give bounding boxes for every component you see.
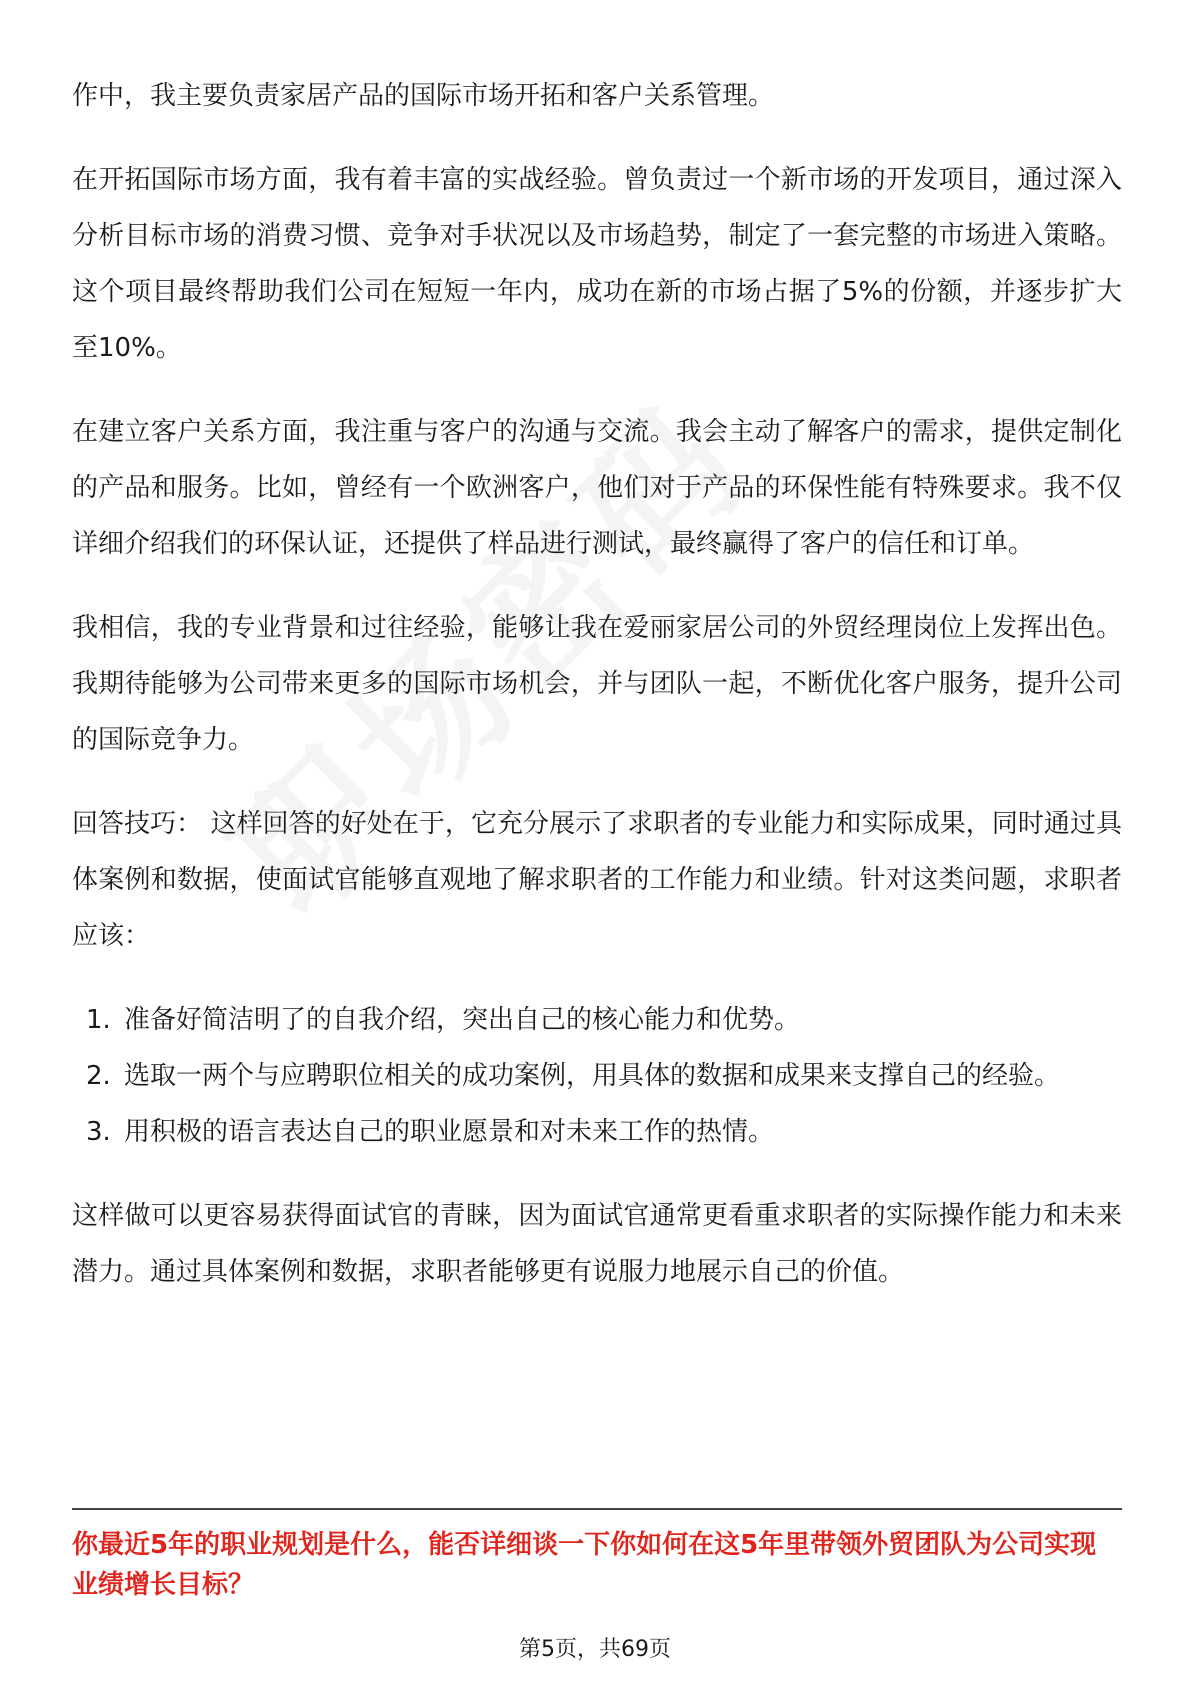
tips-list-item [72,992,1122,1048]
tips-list [72,992,1122,1160]
page-content [72,68,1122,1328]
paragraph-client-relations: 在建立客户关系方面，我注重与客户的沟通与交流。我会主动了解客户的需求，提供定制化的产品和服务。比如，曾经有一个欧洲客户，他们对于产品的环保性能有特殊要求。我不仅详细介绍我们的环保认证，还提供了样品进行测试，最终赢得了客户的信任和订单。 [72,417,1122,559]
tips-list-item [72,1048,1122,1104]
list-item-text: 选取一两个与应聘职位相关的成功案例，用具体的数据和成果来支撑自己的经验。 [124,1061,1061,1091]
list-number: 3. [86,1117,111,1147]
list-number: 2. [86,1061,111,1091]
list-item-text: 准备好简洁明了的自我介绍，突出自己的核心能力和优势。 [124,1005,801,1035]
paragraph-answer-tips: 回答技巧： 这样回答的好处在于，它充分展示了求职者的专业能力和实际成果，同时通过具体案例和数据，使面试官能够直观地了解求职者的工作能力和业绩。针对这类问题，求职者应该： [72,809,1122,951]
paragraph-market-expansion: 在开拓国际市场方面，我有着丰富的实战经验。曾负责过一个新市场的开发项目，通过深入分析目标市场的消费习惯、竞争对手状况以及市场趋势，制定了一套完整的市场进入策略。这个项目最终帮助我们公司在短短一年内，成功在新的市场占据了5%的份额，并逐步扩大至10%。 [72,165,1122,363]
list-item-text: 用积极的语言表达自己的职业愿景和对未来工作的热情。 [124,1117,775,1147]
tips-list-item [72,1104,1122,1160]
paragraph-intro-continuation: 作中，我主要负责家居产品的国际市场开拓和客户关系管理。 [72,81,775,111]
paragraph-closing: 这样做可以更容易获得面试官的青睐，因为面试官通常更看重求职者的实际操作能力和未来潜力。通过具体案例和数据，求职者能够更有说服力地展示自己的价值。 [72,1201,1122,1287]
next-question-heading: 你最近5年的职业规划是什么，能否详细谈一下你如何在这5年里带领外贸团队为公司实现业绩增长目标？ [72,1530,1097,1600]
paragraph-conclusion: 我相信，我的专业背景和过往经验，能够让我在爱丽家居公司的外贸经理岗位上发挥出色。我期待能够为公司带来更多的国际市场机会，并与团队一起，不断优化客户服务，提升公司的国际竞争力。 [72,613,1122,755]
section-divider [72,1508,1122,1510]
list-number: 1. [86,1005,111,1035]
page-footer: 第5页，共69页 [519,1637,671,1662]
